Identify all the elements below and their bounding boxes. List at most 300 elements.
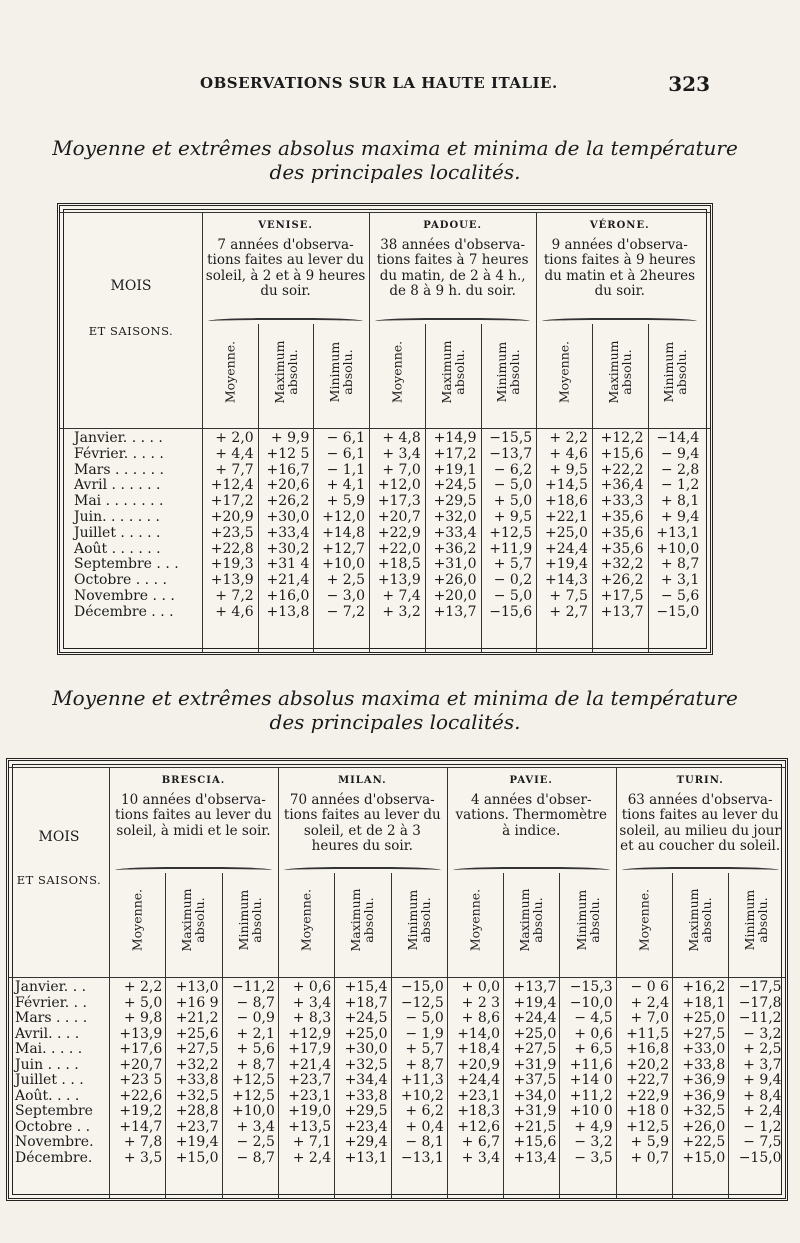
table-cell: +20,7 xyxy=(119,1056,163,1073)
table-cell: +17,5 xyxy=(600,588,644,604)
table-cell: +13,1 xyxy=(656,524,700,541)
month-label: Janvier. . . xyxy=(15,979,87,995)
table-cell: +12,2 xyxy=(600,430,644,446)
table-cell: +28,8 xyxy=(175,1103,219,1119)
table-cell: +12,5 xyxy=(489,524,533,541)
table-cell: +11,3 xyxy=(400,1072,444,1088)
table-cell: +31,0 xyxy=(433,556,477,573)
table-cell: −11,2 xyxy=(231,979,275,995)
table-cell: + 3,2 xyxy=(382,603,421,620)
table-cell: +13,1 xyxy=(344,1149,388,1166)
table-cell: +12,7 xyxy=(322,540,366,557)
table-cell: +20,6 xyxy=(266,477,310,494)
table-cell: + 7,8 xyxy=(123,1134,163,1150)
table-cell: +36,4 xyxy=(600,477,644,494)
station-note: 7 années d'observa-tions faites au lever du soleil, à 2 et à 9 heures du soir. xyxy=(205,236,366,299)
month-label: Avril . . . . . . xyxy=(74,477,161,494)
table-cell: +34,4 xyxy=(344,1072,388,1088)
table-cell: +23 5 xyxy=(119,1072,163,1088)
month-label: Novembre . . . xyxy=(74,588,175,604)
stub-heading-saisons: ET SAISONS. xyxy=(16,873,102,887)
station-header xyxy=(539,218,700,300)
table-cell: +31,9 xyxy=(513,1056,557,1073)
table-cell: +12,0 xyxy=(322,509,366,525)
table-cell: − 3,2 xyxy=(743,1025,782,1042)
month-label: Janvier. . . . . xyxy=(74,430,163,446)
subcolumn-header: Minimum absolu. xyxy=(235,889,264,951)
month-label: Mars . . . . . . xyxy=(74,461,164,478)
table-cell: + 5,9 xyxy=(326,493,366,510)
station-name: TURIN. xyxy=(676,775,724,786)
table-cell: − 0 6 xyxy=(630,979,669,995)
subcolumn-header: Maximum absolu. xyxy=(438,340,467,404)
table-cell: +32,2 xyxy=(600,556,644,573)
table-cell: +22,8 xyxy=(210,540,254,557)
table-cell: +23,7 xyxy=(288,1072,332,1088)
table-cell: − 1,2 xyxy=(743,1118,782,1135)
table-cell: +33,4 xyxy=(266,524,310,541)
table-cell: − 5,0 xyxy=(405,1010,444,1026)
table-cell: +18,7 xyxy=(344,994,388,1011)
header-top-rule xyxy=(60,212,710,213)
table-cell: + 7,7 xyxy=(215,461,254,478)
subcolumn-header: Minimum absolu. xyxy=(573,889,602,951)
table-cell: +33,8 xyxy=(682,1056,726,1073)
table-cell: + 9,5 xyxy=(493,509,533,525)
table-cell: +12,0 xyxy=(377,477,421,494)
table-cell: + 7,2 xyxy=(215,588,254,604)
table-cell: − 8,7 xyxy=(236,1149,275,1166)
table-cell: + 5,7 xyxy=(493,556,533,573)
table-cell: −13,1 xyxy=(400,1149,444,1166)
subcolumn-header: Maximum absolu. xyxy=(271,340,300,404)
table-cell: − 6,2 xyxy=(493,461,533,478)
table-cell: +14 0 xyxy=(569,1072,613,1088)
table-cell: +22,0 xyxy=(377,540,421,557)
table-cell: +13,0 xyxy=(175,979,219,995)
table-cell: +12,5 xyxy=(231,1087,275,1104)
table-cell: + 0,6 xyxy=(292,979,332,995)
table2-caption xyxy=(40,686,750,734)
table-cell: − 5,6 xyxy=(660,588,700,604)
table-cell: −14,4 xyxy=(656,430,700,446)
table-cell: + 9,4 xyxy=(743,1072,782,1088)
month-label: Juillet . . . xyxy=(15,1072,84,1088)
month-label: Juin . . . . xyxy=(15,1056,79,1073)
table-cell: + 5,7 xyxy=(405,1041,444,1057)
table-cell: − 5,0 xyxy=(493,588,533,604)
table-cell: +17,2 xyxy=(433,445,477,462)
table-cell: +30,0 xyxy=(266,509,310,525)
table-cell: +18,6 xyxy=(544,493,588,510)
month-label: Avril. . . . xyxy=(15,1025,80,1042)
table-cell: − 6,1 xyxy=(326,430,366,446)
table-cell: − 9,4 xyxy=(660,445,700,462)
table-cell: +16,0 xyxy=(266,588,310,604)
table-cell: +18 0 xyxy=(626,1103,669,1119)
stub-heading-mois: MOIS xyxy=(38,829,80,845)
table-cell: +23,7 xyxy=(175,1118,219,1135)
month-label: Juin. . . . . . . xyxy=(74,509,160,525)
table-cell: +12 5 xyxy=(266,445,310,462)
table-cell: +26,0 xyxy=(433,572,477,589)
table-cell: +24,4 xyxy=(457,1072,501,1088)
table-cell: +23,5 xyxy=(210,524,254,541)
table-cell: +21,2 xyxy=(175,1010,219,1026)
table-cell: +19,0 xyxy=(288,1103,332,1119)
subcolumn-header: Moyenne. xyxy=(389,340,405,404)
table-cell: +26,2 xyxy=(266,493,310,510)
table-cell: + 3,1 xyxy=(660,572,700,589)
table-cell: + 2,2 xyxy=(549,430,588,446)
subcolumn-header: Minimum absolu. xyxy=(494,341,523,403)
table-cell: +18,5 xyxy=(377,556,421,573)
table-cell: + 7,0 xyxy=(630,1010,669,1026)
table1-caption xyxy=(40,136,750,184)
table-cell: +13,9 xyxy=(119,1025,163,1042)
table-cell: +26,2 xyxy=(600,572,644,589)
table-cell: − 2,5 xyxy=(236,1134,275,1150)
station-header xyxy=(112,773,275,839)
table-cell: +23,1 xyxy=(288,1087,332,1104)
subcolumn-header: Maximum absolu. xyxy=(517,888,546,952)
table-cell: + 2,2 xyxy=(123,979,163,995)
table-cell: + 2,4 xyxy=(743,1103,782,1119)
table-cell: +36,9 xyxy=(682,1072,726,1088)
table-cell: + 9,5 xyxy=(549,461,588,478)
table-cell: +33,8 xyxy=(175,1072,219,1088)
table-cell: −15,0 xyxy=(656,603,700,620)
running-title: OBSERVATIONS SUR LA HAUTE ITALIE. xyxy=(200,74,558,92)
table-cell: + 2,4 xyxy=(292,1149,332,1166)
table-cell: + 3,4 xyxy=(236,1118,275,1135)
table-cell: +25,6 xyxy=(175,1025,219,1042)
table-cell: + 3,4 xyxy=(382,445,421,462)
table-cell: +12,4 xyxy=(210,477,254,494)
table-cell: +25,0 xyxy=(344,1025,388,1042)
table-cell: − 8,1 xyxy=(405,1134,444,1150)
table-cell: + 7,4 xyxy=(382,588,421,604)
table-cell: +14,5 xyxy=(544,477,588,494)
stub-heading-mois: MOIS xyxy=(110,278,152,294)
table-cell: +18,1 xyxy=(682,994,726,1011)
subcolumn-header: Maximum absolu. xyxy=(605,340,634,404)
table-cell: +15,6 xyxy=(513,1134,557,1150)
table-cell: +21,4 xyxy=(288,1056,332,1073)
table-cell: + 3,7 xyxy=(743,1056,782,1073)
table-cell: +24,4 xyxy=(544,540,588,557)
table-cell: +12,5 xyxy=(231,1072,275,1088)
table-cell: +29,5 xyxy=(433,493,477,510)
table-cell: − 7,5 xyxy=(743,1134,782,1150)
table-cell: +13,8 xyxy=(266,603,310,620)
table-cell: + 2,5 xyxy=(743,1041,782,1057)
table-cell: +32,2 xyxy=(175,1056,219,1073)
subcolumn-header: Minimum absolu. xyxy=(327,341,356,403)
month-label: Mai . . . . . . . xyxy=(74,493,164,510)
table-cell: +32,0 xyxy=(433,509,477,525)
table-cell: + 5,9 xyxy=(630,1134,669,1150)
table-cell: + 9,4 xyxy=(660,509,700,525)
month-label: Décembre . . . xyxy=(74,603,174,620)
table-cell: + 2,1 xyxy=(236,1025,275,1042)
table-cell: +19,3 xyxy=(210,556,254,573)
month-label: Novembre. xyxy=(15,1134,94,1150)
station-name: PAVIE. xyxy=(509,775,553,786)
table-cell: +10,2 xyxy=(400,1087,444,1104)
station-name: MILAN. xyxy=(338,775,387,786)
station-brace xyxy=(284,867,441,875)
table-cell: +15,0 xyxy=(175,1149,219,1166)
station-header xyxy=(619,773,782,855)
subcolumn-header: Maximum absolu. xyxy=(348,888,377,952)
table-cell: +26,0 xyxy=(682,1118,726,1135)
table-cell: −17,5 xyxy=(738,979,782,995)
table-cell: + 8,7 xyxy=(405,1056,444,1073)
table-cell: + 8,6 xyxy=(461,1010,501,1026)
table1-caption-line2: des principales localités. xyxy=(269,160,521,184)
table-cell: +12,6 xyxy=(457,1118,501,1135)
table2-caption-line2: des principales localités. xyxy=(269,710,521,734)
table-cell: +25,0 xyxy=(682,1010,726,1026)
table-cell: −13,7 xyxy=(489,445,533,462)
station-note: 38 années d'observa-tions faites à 7 heures du matin, de 2 à 4 h., de 8 à 9 h. du soir. xyxy=(376,236,529,299)
table-cell: +29,4 xyxy=(344,1134,388,1150)
table-cell: +33,8 xyxy=(344,1087,388,1104)
table-cell: +19,4 xyxy=(513,994,557,1011)
table-cell: +27,5 xyxy=(175,1041,219,1057)
table-cell: − 2,8 xyxy=(660,461,700,478)
station-brace xyxy=(453,867,610,875)
table-cell: + 3,4 xyxy=(292,994,332,1011)
month-label: Septembre . . . xyxy=(74,556,179,573)
month-label: Octobre . . . . xyxy=(74,572,167,589)
table-cell: +33,0 xyxy=(682,1041,726,1057)
table-cell: +35,6 xyxy=(600,509,644,525)
table-cell: + 4,8 xyxy=(382,430,421,446)
month-label: Août. . . . xyxy=(15,1087,80,1104)
table-cell: −10,0 xyxy=(569,994,613,1011)
station-note: 4 années d'obser-vations. Thermomètre à indice. xyxy=(455,791,607,839)
station-name: PADOUE. xyxy=(423,220,483,231)
month-label: Février. . . xyxy=(15,994,88,1011)
table-cell: + 8,7 xyxy=(660,556,700,573)
table-cell: +10 0 xyxy=(569,1103,613,1119)
table-cell: +17,2 xyxy=(210,493,254,510)
subcolumn-header: Maximum absolu. xyxy=(179,888,208,952)
station-brace xyxy=(542,318,697,326)
station-brace xyxy=(622,867,779,875)
month-label: Août . . . . . . xyxy=(74,540,161,557)
table-cell: + 8,1 xyxy=(660,493,700,510)
table-cell: − 1,2 xyxy=(660,477,700,494)
table-cell: + 0,6 xyxy=(574,1025,613,1042)
station-name: VENISE. xyxy=(258,220,313,231)
body-top-rule xyxy=(9,977,785,978)
table-cell: +32,5 xyxy=(175,1087,219,1104)
table-cell: +20,7 xyxy=(377,509,421,525)
month-label: Mars . . . . xyxy=(15,1010,88,1026)
table-cell: +20,2 xyxy=(626,1056,669,1073)
table-cell: − 7,2 xyxy=(326,603,366,620)
table-cell: + 9,9 xyxy=(270,430,310,446)
station-note: 63 années d'observa-tions faites au lever du soleil, au milieu du jour et au coucher du soleil. xyxy=(619,791,781,854)
table-cell: +20,9 xyxy=(457,1056,501,1073)
table-cell: +14,7 xyxy=(119,1118,163,1135)
table-cell: + 6,2 xyxy=(405,1103,444,1119)
table-cell: +22,5 xyxy=(682,1134,726,1150)
table-cell: +33,4 xyxy=(433,524,477,541)
station-note: 10 années d'observa-tions faites au lever du soleil, à midi et le soir. xyxy=(115,791,272,839)
table-cell: + 4,4 xyxy=(215,445,254,462)
table-cell: +31,9 xyxy=(513,1103,557,1119)
table-cell: − 8,7 xyxy=(236,994,275,1011)
table-cell: +13,9 xyxy=(210,572,254,589)
table-cell: − 5,0 xyxy=(493,477,533,494)
table-cell: + 2 3 xyxy=(461,994,501,1011)
table-cell: +14,3 xyxy=(544,572,588,589)
subcolumn-header: Maximum absolu. xyxy=(686,888,715,952)
table-cell: +16 9 xyxy=(175,994,219,1011)
table-cell: +35,6 xyxy=(600,540,644,557)
table-cell: +32,5 xyxy=(682,1103,726,1119)
table-cell: +15,0 xyxy=(682,1149,726,1166)
table-cell: + 7,5 xyxy=(549,588,588,604)
table-cell: +19,2 xyxy=(119,1103,163,1119)
station-header xyxy=(281,773,444,855)
subcolumn-header: Moyenne. xyxy=(222,340,238,404)
table-cell: +13,4 xyxy=(513,1149,557,1166)
table-cell: +35,6 xyxy=(600,524,644,541)
table-cell: +25,0 xyxy=(544,524,588,541)
table-cell: +15,6 xyxy=(600,445,644,462)
table-cell: + 9,8 xyxy=(123,1010,163,1026)
table-cell: + 0,7 xyxy=(630,1149,669,1166)
table-cell: +37,5 xyxy=(513,1072,557,1088)
table-cell: +17,9 xyxy=(288,1041,332,1057)
station-header xyxy=(372,218,533,300)
page-number: 323 xyxy=(668,72,710,96)
table-cell: +22,7 xyxy=(626,1072,669,1088)
table-cell: − 4,5 xyxy=(574,1010,613,1026)
table-cell: +13,5 xyxy=(288,1118,332,1135)
subcolumn-header: Moyenne. xyxy=(298,888,314,952)
table-cell: + 2,7 xyxy=(549,603,588,620)
table-cell: + 4,6 xyxy=(215,603,254,620)
table-cell: +18,4 xyxy=(457,1041,501,1057)
table-cell: +14,9 xyxy=(433,430,477,446)
table-cell: +24,5 xyxy=(344,1010,388,1026)
table-cell: +30,2 xyxy=(266,540,310,557)
table-cell: + 3,4 xyxy=(461,1149,501,1166)
header-top-rule xyxy=(9,767,785,768)
table-cell: + 0,4 xyxy=(405,1118,444,1135)
station-name: VÉRONE. xyxy=(589,220,650,231)
table-cell: + 4,9 xyxy=(574,1118,613,1135)
table-cell: + 5,0 xyxy=(493,493,533,510)
table-cell: − 3,5 xyxy=(574,1149,613,1166)
table-cell: +22,6 xyxy=(119,1087,163,1104)
subcolumn-header: Minimum absolu. xyxy=(742,889,771,951)
table-cell: +11,2 xyxy=(569,1087,613,1104)
table2-caption-line1: Moyenne et extrêmes absolus maxima et minima de la température xyxy=(52,686,738,710)
month-label: Mai. . . . . xyxy=(15,1041,83,1057)
station-header xyxy=(450,773,613,839)
month-label: Décembre. xyxy=(15,1149,93,1166)
table-cell: +22,9 xyxy=(377,524,421,541)
table1-caption-line1: Moyenne et extrêmes absolus maxima et minima de la température xyxy=(52,136,738,160)
table-cell: − 1,1 xyxy=(326,461,366,478)
table-cell: +21,5 xyxy=(513,1118,557,1135)
table-cell: +19,1 xyxy=(433,461,477,478)
table-cell: +13,7 xyxy=(600,603,644,620)
station-name: BRESCIA. xyxy=(161,775,226,786)
table-cell: + 7,0 xyxy=(382,461,421,478)
table-cell: +24,5 xyxy=(433,477,477,494)
table-cell: − 3,0 xyxy=(326,588,366,604)
table-cell: +13,7 xyxy=(433,603,477,620)
subcolumn-header: Moyenne. xyxy=(556,340,572,404)
subcolumn-header: Minimum absolu. xyxy=(404,889,433,951)
table-cell: +20,9 xyxy=(210,509,254,525)
subcolumn-header: Minimum absolu. xyxy=(661,341,690,403)
table-cell: +19,4 xyxy=(175,1134,219,1150)
table1-temperature-venise-padoue-verone xyxy=(57,203,713,655)
table-cell: −12,5 xyxy=(400,994,444,1011)
table-cell: + 8,3 xyxy=(292,1010,332,1026)
table-cell: +20,0 xyxy=(433,588,477,604)
table-cell: +31 4 xyxy=(266,556,310,573)
table-cell: +34,0 xyxy=(513,1087,557,1104)
table-cell: + 5,0 xyxy=(123,994,163,1011)
table-cell: +27,5 xyxy=(513,1041,557,1057)
table-cell: +16,8 xyxy=(626,1041,669,1057)
table-cell: +16,7 xyxy=(266,461,310,478)
table-cell: +32,5 xyxy=(344,1056,388,1073)
subcolumn-header: Moyenne. xyxy=(467,888,483,952)
table-cell: + 6,7 xyxy=(461,1134,501,1150)
table-cell: +36,2 xyxy=(433,540,477,557)
station-brace xyxy=(115,867,272,875)
table-cell: −15,5 xyxy=(489,430,533,446)
table-cell: +22,2 xyxy=(600,461,644,478)
table-cell: +33,3 xyxy=(600,493,644,510)
table-cell: +13,7 xyxy=(513,979,557,995)
table-cell: + 5,6 xyxy=(236,1041,275,1057)
table-cell: +11,5 xyxy=(626,1025,669,1042)
table-cell: +22,9 xyxy=(626,1087,669,1104)
table-cell: + 8,7 xyxy=(236,1056,275,1073)
table-cell: + 4,1 xyxy=(326,477,366,494)
table-cell: +19,4 xyxy=(544,556,588,573)
table-cell: +10,0 xyxy=(656,540,700,557)
table-cell: +17,3 xyxy=(377,493,421,510)
table-cell: −15,6 xyxy=(489,603,533,620)
table-cell: +27,5 xyxy=(682,1025,726,1042)
station-brace xyxy=(375,318,530,326)
table-cell: +36,9 xyxy=(682,1087,726,1104)
table-cell: +21,4 xyxy=(266,572,310,589)
table-cell: −11,2 xyxy=(738,1010,782,1026)
table-cell: +14,8 xyxy=(322,524,366,541)
table-cell: +16,2 xyxy=(682,979,726,995)
table2-temperature-brescia-milan-pavie-turin xyxy=(6,758,788,1201)
table-cell: +10,0 xyxy=(322,556,366,573)
table-cell: − 0,9 xyxy=(236,1010,275,1026)
running-head xyxy=(60,74,710,102)
table-cell: −17,8 xyxy=(738,994,782,1011)
table-cell: +10,0 xyxy=(231,1103,275,1119)
